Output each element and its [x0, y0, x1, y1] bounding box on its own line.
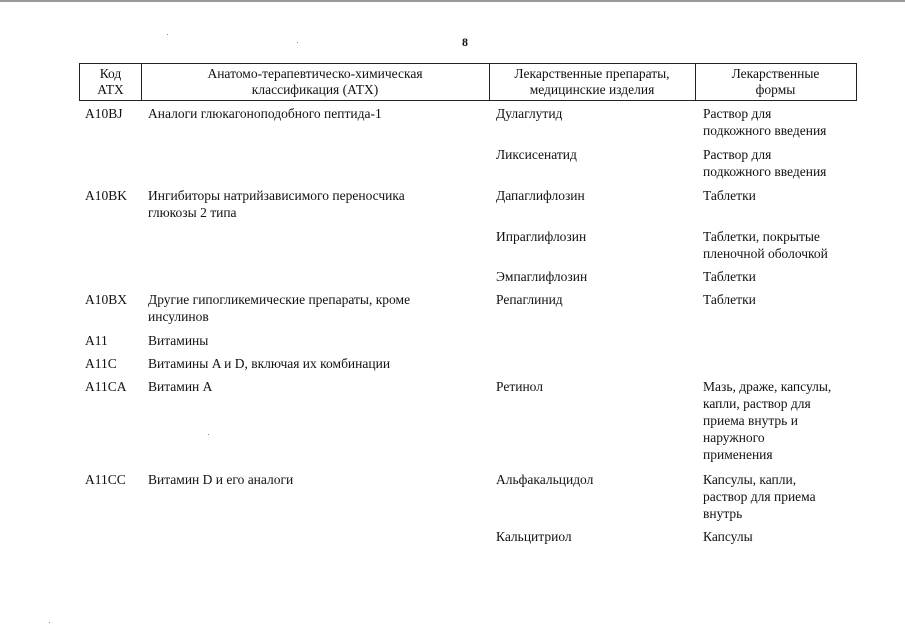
drug-name: Дапаглифлозин [496, 188, 585, 203]
dosage-form-line: приема внутрь и [703, 413, 798, 428]
header-forms-line: Лекарственные [731, 66, 820, 81]
atc-code: A11 [85, 333, 108, 348]
drug-name: Репаглинид [496, 292, 563, 307]
dosage-form-line: Раствор для [703, 106, 772, 121]
dosage-form-line: Таблетки [703, 188, 756, 203]
dosage-form [703, 528, 753, 545]
scan-speck [297, 42, 298, 43]
header-classification [141, 66, 489, 98]
dosage-form-line: Таблетки [703, 292, 756, 307]
scan-speck [167, 34, 168, 35]
dosage-form [703, 228, 828, 262]
dosage-form-line: Таблетки [703, 269, 756, 284]
dosage-form [703, 291, 756, 308]
atc-classification [148, 105, 382, 122]
atc-classification-line: Витамины A и D, включая их комбинации [148, 356, 391, 371]
atc-classification-line: глюкозы 2 типа [148, 205, 237, 220]
drug-name: Ликсисенатид [496, 147, 577, 162]
header-forms [695, 66, 856, 98]
atc-classification [148, 187, 405, 221]
header-classification-line: классификация (АТХ) [251, 82, 379, 97]
dosage-form-line: капли, раствор для [703, 396, 811, 411]
dosage-form [703, 146, 826, 180]
dosage-form-line: подкожного введения [703, 123, 827, 138]
drug-name: Кальцитриол [496, 529, 572, 544]
dosage-form-line: применения [703, 447, 773, 462]
dosage-form-line: Капсулы [703, 529, 753, 544]
drug-name: Ретинол [496, 379, 543, 394]
atc-classification-line: Витамин D и его аналоги [148, 472, 294, 487]
drug-name: Эмпаглифлозин [496, 269, 588, 284]
header-drugs-line: медицинские изделия [529, 82, 655, 97]
atc-classification-line: Другие гипогликемические препараты, кроме [148, 292, 411, 307]
drug-name: Ипраглифлозин [496, 229, 587, 244]
drug-name: Альфакальцидол [496, 472, 594, 487]
dosage-form [703, 378, 831, 463]
dosage-form-line: Мазь, драже, капсулы, [703, 379, 832, 394]
atc-classification [148, 355, 390, 372]
header-code-line: Код [99, 66, 122, 81]
atc-classification-line: Аналоги глюкагоноподобного пептида-1 [148, 106, 382, 121]
page-number: 8 [462, 35, 468, 49]
dosage-form [703, 105, 826, 139]
dosage-form-line: раствор для приема [703, 489, 816, 504]
header-drugs-line: Лекарственные препараты, [514, 66, 670, 81]
drug-name: Дулаглутид [496, 106, 563, 121]
header-code-line: АТХ [97, 82, 124, 97]
header-code [80, 66, 141, 98]
atc-code: A10BJ [85, 106, 123, 121]
atc-classification-line: Витамины [148, 333, 209, 348]
atc-classification-line: инсулинов [148, 309, 209, 324]
dosage-form-line: наружного [703, 430, 765, 445]
dosage-form [703, 268, 756, 285]
dosage-form [703, 471, 816, 522]
dosage-form-line: пленочной оболочкой [703, 246, 828, 261]
atc-classification [148, 378, 212, 395]
header-drugs [489, 66, 695, 98]
atc-code: A11C [85, 356, 117, 371]
atc-classification [148, 471, 293, 488]
dosage-form-line: Раствор для [703, 147, 772, 162]
atc-classification-line: Ингибиторы натрийзависимого переносчика [148, 188, 405, 203]
header-classification-line: Анатомо-терапевтическо-химическая [207, 66, 423, 81]
header-forms-line: формы [755, 82, 796, 97]
scan-speck [208, 434, 209, 435]
scan-speck [49, 622, 50, 623]
atc-classification [148, 291, 410, 325]
atc-classification [148, 332, 208, 349]
dosage-form [703, 187, 756, 204]
dosage-form-line: Таблетки, покрытые [703, 229, 820, 244]
dosage-form-line: подкожного введения [703, 164, 827, 179]
atc-code: A10BX [85, 292, 128, 307]
atc-classification-line: Витамин A [148, 379, 213, 394]
table-header [79, 63, 857, 101]
atc-code: A10BK [85, 188, 128, 203]
dosage-form-line: внутрь [703, 506, 743, 521]
dosage-form-line: Капсулы, капли, [703, 472, 797, 487]
atc-code: A11CC [85, 472, 126, 487]
page-top-edge [0, 0, 905, 2]
atc-code: A11CA [85, 379, 127, 394]
